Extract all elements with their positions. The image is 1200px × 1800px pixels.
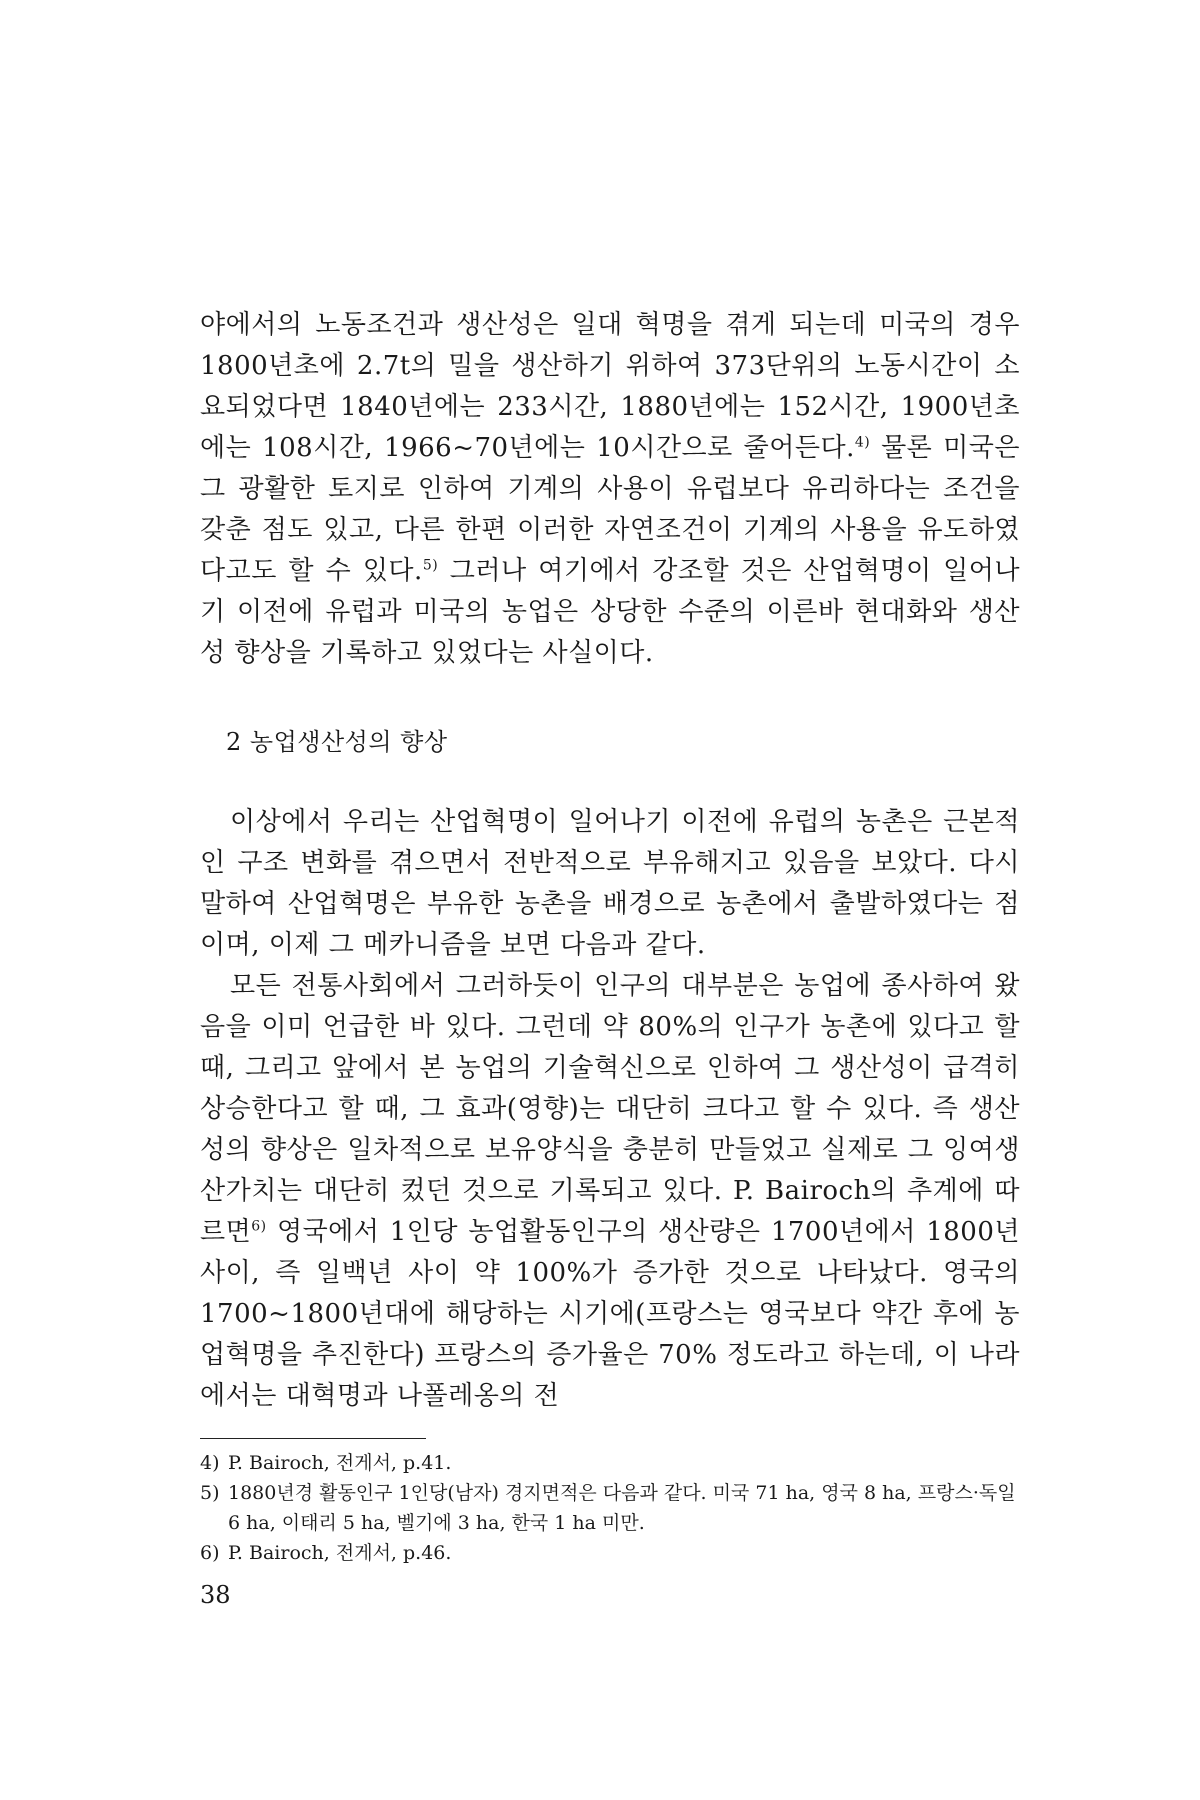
footnote bbox=[200, 1538, 1020, 1568]
footnote-ref: 4) bbox=[854, 434, 871, 451]
body-text-top bbox=[200, 305, 1020, 674]
footnote-number: 5) bbox=[200, 1482, 220, 1504]
footnote-text: P. Bairoch, 전게서, p.46. bbox=[228, 1542, 452, 1564]
paragraph bbox=[200, 966, 1020, 1417]
footnote-ref: 5) bbox=[422, 557, 439, 574]
paragraph-text: 영국에서 1인당 농업활동인구의 생산량은 1700년에서 1800년 사이, 즉 일백년 사이 약 100%가 증가한 것으로 나타났다. 영국의 1700~1800년대에 해당하는 시기에(프랑스는 영국보다 약간 후에 농업혁명을 추진한다) 프랑스의 증가율은 70% 정도라고 하는데, 이 나라에서는 대혁명과 나폴레옹의 전 bbox=[200, 1217, 1020, 1411]
footnote-divider bbox=[200, 1438, 426, 1439]
footnote-number: 4) bbox=[200, 1452, 220, 1474]
paragraph-text: 그러나 여기에서 강조할 것은 산업혁명이 일어나기 이전에 유럽과 미국의 농업은 상당한 수준의 이른바 현대화와 생산성 향상을 기록하고 있었다는 사실이다. bbox=[200, 556, 1020, 668]
footnote-ref: 6) bbox=[251, 1218, 267, 1235]
footnote-text: 1880년경 활동인구 1인당(남자) 경지면적은 다음과 같다. 미국 71 ha, 영국 8 ha, 프랑스·독일 6 ha, 이태리 5 ha, 벨기에 3 ha, 한국 1 ha 미만. bbox=[228, 1482, 1016, 1534]
footnote bbox=[200, 1478, 1020, 1538]
footnote-text: P. Bairoch, 전게서, p.41. bbox=[228, 1452, 452, 1474]
body-text-bottom bbox=[200, 802, 1020, 1417]
paragraph-text: 물론 미국은 그 광활한 토지로 인하여 기계의 사용이 유럽보다 유리하다는 조건을 갖춘 점도 있고, 다른 한편 이러한 자연조건이 기계의 사용을 유도하였다고도 할 수 있다. bbox=[200, 433, 1020, 586]
footnote-number: 6) bbox=[200, 1542, 220, 1564]
paragraph: 이상에서 우리는 산업혁명이 일어나기 이전에 유럽의 농촌은 근본적인 구조 변화를 겪으면서 전반적으로 부유해지고 있음을 보았다. 다시 말하여 산업혁명은 부유한 농촌을 배경으로 농촌에서 출발하였다는 점이며, 이제 그 메카니즘을 보면 다음과 같다. bbox=[200, 807, 1020, 960]
paragraph-text: 모든 전통사회에서 그러하듯이 인구의 대부분은 농업에 종사하여 왔음을 이미 언급한 바 있다. 그런데 약 80%의 인구가 농촌에 있다고 할 때, 그리고 앞에서 본 농업의 기술혁신으로 인하여 그 생산성이 급격히 상승한다고 할 때, 그 효과(영향)는 대단히 크다고 할 수 있다. 즉 생산성의 향상은 일차적으로 보유양식을 충분히 만들었고 실제로 그 잉여생산가치는 대단히 컸던 것으로 기록되고 있다. P. Bairoch의 추계에 따르면 bbox=[200, 971, 1020, 1247]
footnote bbox=[200, 1448, 1020, 1478]
paragraph bbox=[200, 305, 1020, 674]
paragraph-text: 야에서의 노동조건과 생산성은 일대 혁명을 겪게 되는데 미국의 경우 1800년초에 2.7t의 밀을 생산하기 위하여 373단위의 노동시간이 소요되었다면 1840년에는 233시간, 1880년에는 152시간, 1900년초에는 108시간, 1966~70년에는 10시간으로 줄어든다. bbox=[200, 310, 1020, 463]
footnotes bbox=[200, 1448, 1020, 1568]
page-number: 38 bbox=[200, 1581, 231, 1609]
section-heading: 2 농업생산성의 향상 bbox=[226, 728, 448, 756]
